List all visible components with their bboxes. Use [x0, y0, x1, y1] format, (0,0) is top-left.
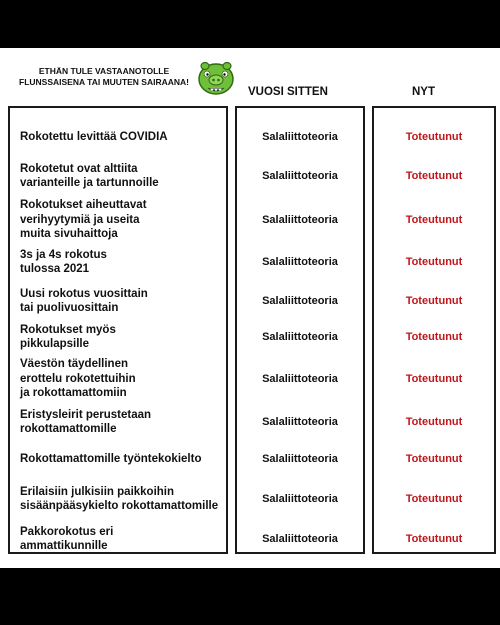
now-status: Toteutunut [405, 213, 463, 226]
years-ago-cell [237, 442, 363, 476]
claim-text: Eristysleirit perustetaan rokottamattomille [20, 408, 152, 435]
years-ago-cell [237, 120, 363, 154]
claim-text: Rokotettu levittää COVIDIA [20, 130, 168, 143]
years-ago-status: Salaliittoteoria [262, 169, 338, 182]
claim-cell [10, 356, 226, 402]
now-cell [374, 522, 494, 556]
years-ago-status: Salaliittoteoria [262, 452, 338, 465]
claim-cell [10, 284, 226, 318]
years-ago-status: Salaliittoteoria [262, 532, 338, 545]
claim-text: Pakkorokotus eri ammattikunnille [20, 525, 114, 552]
claim-text: 3s ja 4s rokotus tulossa 2021 [20, 248, 107, 275]
now-cell [374, 244, 494, 280]
now-status: Toteutunut [405, 372, 463, 385]
green-pig-icon [196, 58, 236, 98]
years-ago-status: Salaliittoteoria [262, 415, 338, 428]
warning-text: ETHÄN TULE VASTAANOTOLLE FLUNSSAISENA TAI MUUTEN SAIRAANA! [19, 66, 189, 87]
now-status: Toteutunut [405, 255, 463, 268]
years-ago-cell [237, 478, 363, 520]
years-ago-column [235, 106, 365, 554]
years-ago-cell [237, 244, 363, 280]
years-ago-cell [237, 404, 363, 440]
claim-cell [10, 404, 226, 440]
now-cell [374, 198, 494, 242]
claim-cell [10, 244, 226, 280]
years-ago-cell [237, 356, 363, 402]
claim-text: Rokotukset aiheuttavat verihyytymiä ja useita muita sivuhaittoja [20, 199, 147, 241]
claim-text: Väestön täydellinen erottelu rokotettuihin ja rokottamattomiin [20, 358, 136, 400]
now-cell [374, 284, 494, 318]
now-status: Toteutunut [405, 492, 463, 505]
years-ago-status: Salaliittoteoria [262, 372, 338, 385]
now-status: Toteutunut [405, 532, 463, 545]
header-years-ago: VUOSI SITTEN [248, 86, 328, 98]
now-status: Toteutunut [405, 330, 463, 343]
years-ago-status: Salaliittoteoria [262, 255, 338, 268]
now-column [372, 106, 496, 554]
years-ago-status: Salaliittoteoria [262, 330, 338, 343]
now-cell [374, 320, 494, 354]
now-status: Toteutunut [405, 452, 463, 465]
claim-cell [10, 120, 226, 154]
years-ago-cell [237, 320, 363, 354]
claim-text: Uusi rokotus vuosittain tai puolivuosittain [20, 287, 148, 314]
now-cell [374, 478, 494, 520]
now-status: Toteutunut [405, 415, 463, 428]
claim-cell [10, 522, 226, 556]
claims-column [8, 106, 228, 554]
claim-text: Rokotukset myös pikkulapsille [20, 323, 116, 350]
claim-cell [10, 442, 226, 476]
years-ago-status: Salaliittoteoria [262, 130, 338, 143]
now-status: Toteutunut [405, 130, 463, 143]
now-cell [374, 404, 494, 440]
years-ago-cell [237, 284, 363, 318]
years-ago-cell [237, 198, 363, 242]
years-ago-status: Salaliittoteoria [262, 213, 338, 226]
claim-text: Erilaisiin julkisiin paikkoihin sisäänpääsykielto rokottamattomille [20, 485, 219, 512]
now-status: Toteutunut [405, 169, 463, 182]
claim-cell [10, 478, 226, 520]
claim-text: Rokotetut ovat alttiita varianteille ja tartunnoille [20, 162, 159, 189]
years-ago-cell [237, 156, 363, 196]
header-now: NYT [412, 86, 435, 98]
now-cell [374, 442, 494, 476]
claim-text: Rokottamattomille työntekokielto [20, 452, 202, 465]
claim-cell [10, 198, 226, 242]
years-ago-cell [237, 522, 363, 556]
meme-sheet [0, 48, 500, 568]
now-cell [374, 120, 494, 154]
years-ago-status: Salaliittoteoria [262, 492, 338, 505]
now-cell [374, 156, 494, 196]
years-ago-status: Salaliittoteoria [262, 294, 338, 307]
now-cell [374, 356, 494, 402]
claim-cell [10, 156, 226, 196]
now-status: Toteutunut [405, 294, 463, 307]
claim-cell [10, 320, 226, 354]
